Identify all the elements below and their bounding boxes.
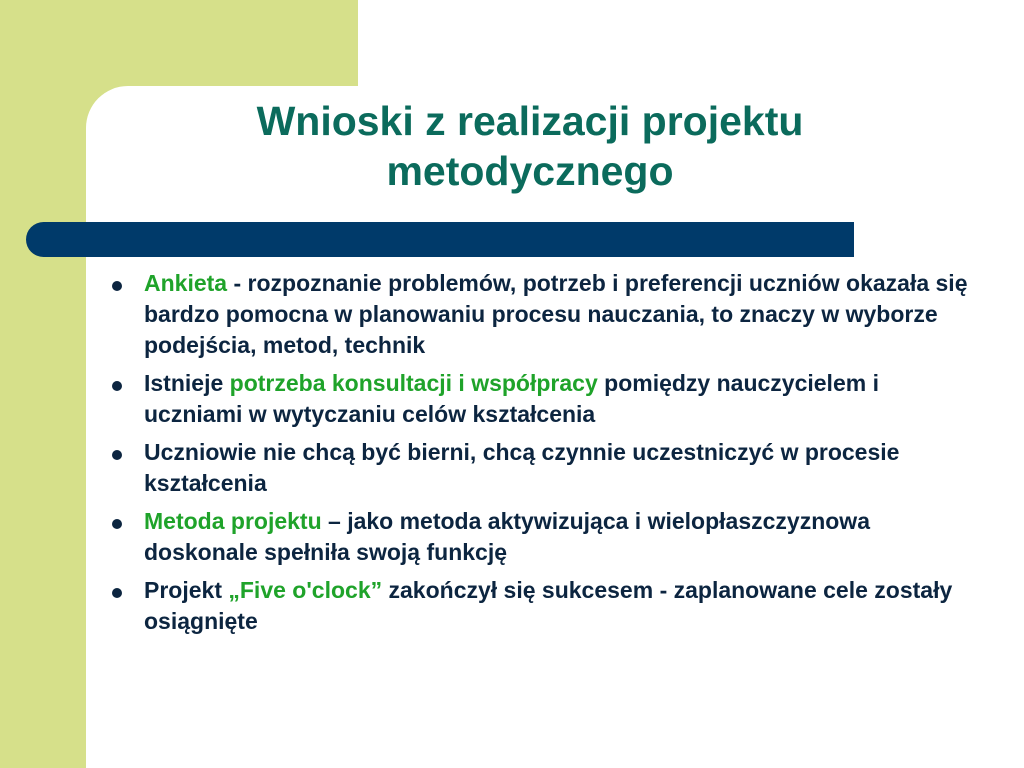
bullet-highlight: potrzeba konsultacji i współpracy: [229, 370, 598, 396]
bullet-list: [106, 268, 976, 644]
bullet-highlight: Ankieta: [144, 270, 228, 296]
bullet-dot-icon: [112, 519, 122, 529]
bullet-text: Uczniowie nie chcą być bierni, chcą czynnie uczestniczyć w procesie kształcenia: [144, 439, 900, 496]
bullet-highlight: Metoda projektu: [144, 508, 322, 534]
slide-title-line-2: metodycznego: [386, 148, 674, 194]
bullet-highlight: „Five o'clock”: [228, 577, 383, 603]
bullet-text-before: Projekt: [144, 577, 229, 603]
bullet-text: – jako metoda aktywizująca i wielopłaszczyznowa doskonale spełniła swoją funkcję: [144, 508, 870, 565]
bullet-text-after: zakończył się sukcesem - zaplanowane cele zostały osiągnięte: [144, 577, 953, 634]
bullet-item-survey: [106, 268, 976, 361]
slide-title-line-1: Wnioski z realizacji projektu: [256, 98, 804, 144]
bullet-item-students: [106, 437, 976, 499]
bullet-dot-icon: [112, 281, 122, 291]
bullet-text-before: Istnieje: [144, 370, 230, 396]
bullet-item-project-result: [106, 575, 976, 637]
bullet-dot-icon: [112, 381, 122, 391]
bullet-dot-icon: [112, 450, 122, 460]
slide-title: [150, 96, 910, 196]
bullet-item-consultation: [106, 368, 976, 430]
bullet-item-project-method: [106, 506, 976, 568]
title-divider-bar: [26, 222, 854, 257]
bullet-text-after: pomiędzy nauczycielem i uczniami w wytyczaniu celów kształcenia: [144, 370, 879, 427]
bullet-dot-icon: [112, 588, 122, 598]
bullet-text: - rozpoznanie problemów, potrzeb i preferencji uczniów okazała się bardzo pomocna w planowaniu procesu nauczania, to znaczy w wyborze podejścia, metod, technik: [144, 270, 968, 358]
